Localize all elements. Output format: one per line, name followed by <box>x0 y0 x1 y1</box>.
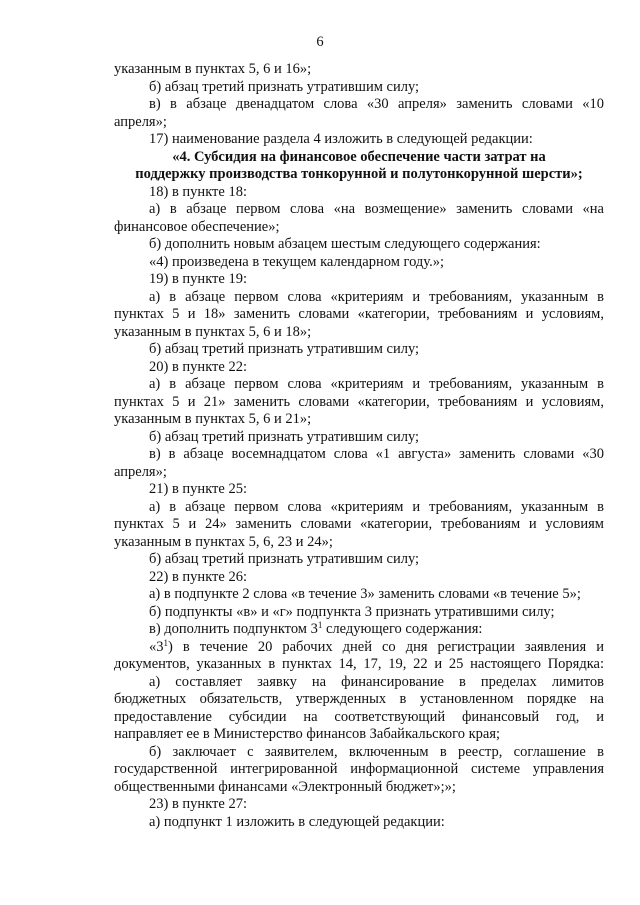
document-body <box>114 61 604 831</box>
text-line <box>114 796 604 814</box>
line-text: б) абзац третий признать утратившим силу; <box>149 428 420 445</box>
line-text: а) в абзаце первом слова «критериям и требованиям, указанным в <box>149 288 604 305</box>
line-text: а) в подпункте 2 слова «в течение 3» заменить словами «в течение 5»; <box>149 586 581 602</box>
text-line <box>114 569 604 587</box>
line-text: указанным в пунктах 5, 6 и 18»; <box>114 323 312 340</box>
line-text: в) в абзаце восемнадцатом слова «1 августа» заменить словами «30 <box>149 446 604 462</box>
line-text: 19) в пункте 19: <box>149 271 247 287</box>
line-text: апреля»; <box>114 463 167 480</box>
text-line <box>114 394 604 412</box>
line-text: поддержку производства тонкорунной и полутонкорунной шерсти»; <box>135 166 583 182</box>
text-line <box>114 131 604 149</box>
line-text: б) абзац третий признать утратившим силу; <box>149 551 420 567</box>
page-number: 6 <box>316 34 324 50</box>
line-text: б) абзац третий признать утратившим силу; <box>149 341 420 357</box>
line-text: пунктах 5 и 18» заменить словами «категории, требованиям и условиям, <box>114 306 604 322</box>
text-line <box>114 219 604 237</box>
line-text: 22) в пункте 26: <box>149 568 247 585</box>
section-heading-line <box>114 166 604 184</box>
line-text: «4. Субсидия на финансовое обеспечение части затрат на <box>172 148 546 165</box>
text-line <box>114 674 604 692</box>
superscript: 1 <box>317 620 323 630</box>
line-text: б) заключает с заявителем, включенным в реестр, соглашение в <box>149 743 604 760</box>
line-text: в) в абзаце двенадцатом слова «30 апреля» заменить словами «10 <box>149 96 604 112</box>
text-line <box>114 289 604 307</box>
text-line <box>114 551 604 569</box>
text-line <box>114 639 604 657</box>
line-text: 23) в пункте 27: <box>149 796 247 812</box>
text-line <box>114 516 604 534</box>
text-line <box>114 236 604 254</box>
line-text: государственной интегрированной информационной системе управления <box>114 761 604 777</box>
line-text: пунктах 5 и 21» заменить словами «категории, требованиям и условиям, <box>114 393 604 410</box>
text-line <box>114 61 604 79</box>
text-line <box>114 429 604 447</box>
line-text: финансовое обеспечение»; <box>114 218 280 235</box>
section-heading-line <box>114 149 604 167</box>
line-text: 17) наименование раздела 4 изложить в следующей редакции: <box>149 131 533 147</box>
text-line <box>114 79 604 97</box>
text-line <box>114 341 604 359</box>
text-line <box>114 499 604 517</box>
line-text: а) подпункт 1 изложить в следующей редакции: <box>149 813 445 830</box>
line-text: б) абзац третий признать утратившим силу; <box>149 78 420 95</box>
text-line <box>114 814 604 832</box>
line-text: 21) в пункте 25: <box>149 481 247 497</box>
text-line <box>114 376 604 394</box>
text-line <box>114 744 604 762</box>
line-text: а) в абзаце первом слова «на возмещение» заменить словами «на <box>149 201 604 217</box>
line-text: 20) в пункте 22: <box>149 358 247 375</box>
line-text-continued: ) в течение 20 рабочих дней со дня регистрации заявления и <box>168 638 604 655</box>
line-text: документов, указанных в пунктах 14, 17, 19, 22 и 25 настоящего Порядка: <box>114 656 604 672</box>
line-text: «4) произведена в текущем календарном году.»; <box>149 253 444 270</box>
line-text: а) составляет заявку на финансирование в пределах лимитов <box>149 673 604 690</box>
text-line <box>114 306 604 324</box>
text-line <box>114 411 604 429</box>
line-text: направляет ее в Министерство финансов Забайкальского края; <box>114 726 501 742</box>
line-text: «3 <box>149 638 164 655</box>
text-line <box>114 481 604 499</box>
text-line <box>114 604 604 622</box>
line-text: в) дополнить подпунктом 3 <box>149 621 318 637</box>
text-line <box>114 184 604 202</box>
line-text: указанным в пунктах 5, 6 и 16»; <box>114 61 312 77</box>
text-line <box>114 359 604 377</box>
line-text: а) в абзаце первом слова «критериям и требованиям, указанным в <box>149 498 604 515</box>
text-line <box>114 254 604 272</box>
text-line <box>114 446 604 464</box>
text-line <box>114 534 604 552</box>
line-text: указанным в пунктах 5, 6 и 21»; <box>114 411 312 427</box>
line-text: пунктах 5 и 24» заменить словами «категории, требованиям и условиям <box>114 516 604 532</box>
line-text: апреля»; <box>114 113 167 130</box>
text-line <box>114 114 604 132</box>
text-line <box>114 726 604 744</box>
line-text: общественными финансами «Электронный бюджет»;»; <box>114 778 456 795</box>
line-text: а) в абзаце первом слова «критериям и требованиям, указанным в <box>149 376 604 392</box>
line-text-continued: следующего содержания: <box>322 621 483 637</box>
text-line <box>114 464 604 482</box>
superscript: 1 <box>163 637 168 648</box>
text-line <box>114 656 604 674</box>
text-line <box>114 324 604 342</box>
text-line <box>114 96 604 114</box>
text-line <box>114 201 604 219</box>
text-line <box>114 761 604 779</box>
text-line <box>114 691 604 709</box>
text-line <box>114 709 604 727</box>
line-text: 18) в пункте 18: <box>149 183 247 200</box>
text-line <box>114 586 604 604</box>
line-text: бюджетных обязательств, утвержденных в установленном порядке на <box>114 691 604 707</box>
text-line <box>114 271 604 289</box>
line-text: б) подпункты «в» и «г» подпункта 3 признать утратившими силу; <box>149 603 555 620</box>
text-line <box>114 779 604 797</box>
line-text: предоставление субсидии на соответствующий финансовый год, и <box>114 708 604 725</box>
line-text: б) дополнить новым абзацем шестым следующего содержания: <box>149 236 541 252</box>
line-text: указанным в пунктах 5, 6, 23 и 24»; <box>114 533 333 550</box>
text-line <box>114 621 604 639</box>
